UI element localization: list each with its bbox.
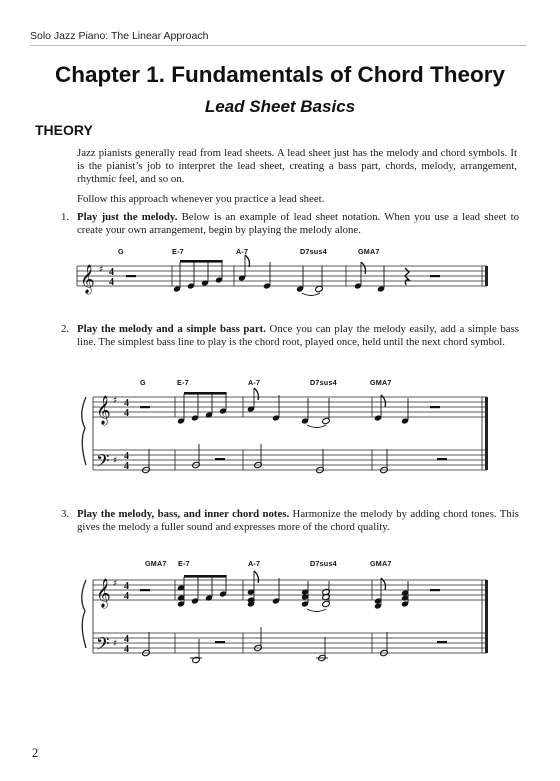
chord-symbol: D7sus4 (310, 378, 337, 387)
chord-symbol: E-7 (177, 378, 189, 387)
subhead-theory: THEORY (35, 122, 93, 138)
svg-text:4: 4 (124, 408, 129, 419)
lead-sheet-staff (0, 250, 560, 310)
chord-symbol: E-7 (172, 247, 184, 256)
svg-text:4: 4 (124, 398, 129, 409)
follow-line: Follow this approach whenever you practice a lead sheet. (77, 193, 325, 205)
step-number: 2. (61, 323, 70, 335)
step-3 (61, 508, 520, 534)
chord-symbol: D7sus4 (310, 559, 337, 568)
intro-paragraph: Jazz pianists generally read from lead sheets. A lead sheet just has the melody and chord symbols. It is the pianist’s job to interpret the lead sheet, creating a bass part, chords, melody, arrangement, rhythmic feel, and so on. (77, 147, 517, 185)
chord-symbol: GMA7 (370, 559, 392, 568)
chord-symbol: GMA7 (358, 247, 380, 256)
chord-symbol: D7sus4 (300, 247, 327, 256)
step-text: Below is an example of lead sheet notation. When you use a lead sheet to create your own arrangement, begin by playing the melody alone. (77, 211, 519, 236)
step-number: 3. (61, 508, 70, 520)
svg-text:𝄞: 𝄞 (96, 578, 111, 607)
svg-text:♯: ♯ (99, 265, 104, 275)
chord-row-2 (0, 378, 560, 392)
svg-text:𝄞: 𝄞 (96, 395, 111, 424)
chord-symbol: GMA7 (370, 378, 392, 387)
svg-text:4: 4 (124, 451, 129, 462)
step-number: 1. (61, 211, 70, 223)
step-heading: Play just the melody. (77, 211, 178, 223)
chord-symbol: A-7 (236, 247, 249, 256)
grand-staff-harmonized (0, 572, 560, 668)
svg-text:𝄢: 𝄢 (96, 451, 110, 475)
svg-text:4: 4 (124, 591, 129, 602)
section-title: Lead Sheet Basics (204, 97, 356, 116)
svg-text:4: 4 (124, 644, 129, 655)
svg-text:4: 4 (124, 461, 129, 472)
svg-text:♯: ♯ (113, 456, 118, 466)
time-signature-top: 4 (109, 267, 114, 278)
step-heading: Play the melody and a simple bass part. (77, 323, 266, 335)
svg-text:𝄢: 𝄢 (96, 634, 110, 658)
svg-text:♯: ♯ (113, 639, 118, 649)
svg-text:4: 4 (124, 581, 129, 592)
svg-text:♯: ♯ (113, 579, 118, 589)
running-head: Solo Jazz Piano: The Linear Approach (30, 30, 209, 42)
chord-symbol: G (118, 247, 124, 256)
page-number: 2 (32, 746, 39, 760)
svg-text:♯: ♯ (113, 396, 118, 406)
grand-staff-melody-bass (0, 392, 560, 482)
step-text: Once you can play the melody easily, add a simple bass line. The simplest bass line to play is the chord root, played once, held until the next chord symbol. (77, 323, 519, 348)
chord-symbol: G (140, 378, 146, 387)
step-heading: Play the melody, bass, and inner chord notes. (77, 508, 290, 520)
chord-symbol: E-7 (178, 559, 190, 568)
chord-symbol: A-7 (248, 378, 261, 387)
time-signature-bottom: 4 (109, 277, 114, 288)
step-2 (61, 323, 519, 349)
svg-text:4: 4 (124, 634, 129, 645)
chord-row-3 (0, 559, 560, 573)
chord-symbol: GMA7 (145, 559, 167, 568)
svg-text:𝄞: 𝄞 (80, 264, 95, 293)
header-rule (30, 45, 526, 46)
chapter-title: Chapter 1. Fundamentals of Chord Theory (54, 62, 506, 87)
step-text: Harmonize the melody by adding chord tones. This gives the melody a fuller sound and expresses more of the chord quality. (77, 508, 520, 533)
step-1 (61, 211, 519, 237)
chord-symbol: A-7 (248, 559, 261, 568)
